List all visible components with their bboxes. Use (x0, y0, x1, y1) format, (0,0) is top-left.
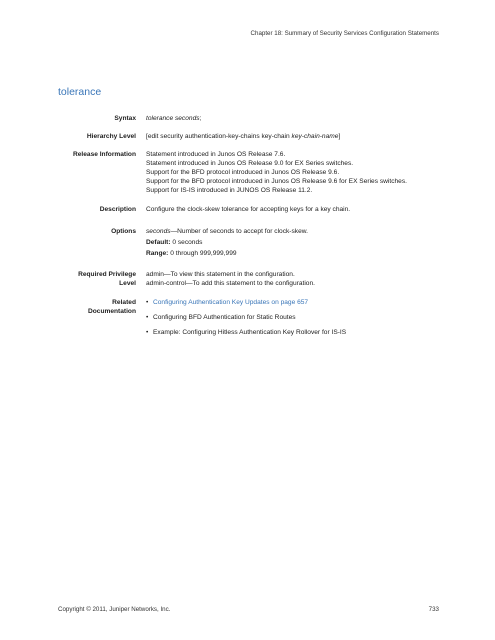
hierarchy-arg: key-chain-name (291, 133, 339, 140)
privilege-label-1: Required Privilege (78, 271, 136, 278)
privilege-label-2: Level (119, 280, 136, 287)
options-arg-line (146, 227, 308, 236)
syntax-value (146, 114, 201, 123)
options-default (146, 238, 202, 247)
options-range (146, 249, 237, 258)
release-line-4: Support for IS-IS introduced in JUNOS OS Release 11.2. (146, 187, 313, 194)
privilege-line-0: admin—To view this statement in the configuration. (146, 271, 295, 278)
range-value: 0 through 999,999,999 (168, 250, 237, 257)
page-title: tolerance (58, 86, 102, 98)
release-line-2: Support for the BFD protocol introduced in Junos OS Release 9.6. (146, 169, 340, 176)
range-label: Range: (146, 250, 169, 257)
options-arg: seconds (146, 228, 171, 235)
bullet-icon: • (146, 314, 149, 321)
release-line-0: Statement introduced in Junos OS Release 7.6. (146, 151, 286, 158)
related-item-1 (146, 313, 296, 322)
related-label-1: Related (112, 299, 136, 306)
release-line-1: Statement introduced in Junos OS Release 9.0 for EX Series switches. (146, 160, 354, 167)
related-text-1: Configuring BFD Authentication for Static Routes (153, 314, 296, 321)
related-item-0[interactable] (146, 298, 308, 307)
bullet-icon: • (146, 299, 149, 306)
hierarchy-label: Hierarchy Level (86, 133, 136, 140)
release-label: Release Information (72, 151, 136, 158)
description-text: Configure the clock-skew tolerance for accepting keys for a key chain. (146, 206, 351, 213)
syntax-label: Syntax (114, 115, 136, 122)
release-line-3: Support for the BFD protocol introduced in Junos OS Release 9.6 for EX Series switches. (146, 178, 407, 185)
hierarchy-pre: [edit security authentication-key-chains key-chain (146, 133, 292, 140)
description-label: Description (99, 206, 136, 213)
running-head: Chapter 18: Summary of Security Services Configuration Statements (250, 30, 439, 37)
syntax-arg: seconds (174, 115, 200, 122)
options-arg-desc: —Number of seconds to accept for clock-skew. (170, 228, 308, 235)
hierarchy-post: ] (338, 133, 341, 140)
bullet-icon: • (146, 329, 149, 336)
privilege-line-1: admin-control—To add this statement to the configuration. (146, 280, 315, 287)
related-label-2: Documentation (88, 308, 136, 315)
options-label: Options (111, 228, 136, 235)
default-label: Default: (146, 239, 171, 246)
page-number: 733 (428, 606, 439, 613)
related-item-2 (146, 328, 346, 337)
related-text-2: Example: Configuring Hitless Authentication Key Rollover for IS-IS (153, 329, 347, 336)
syntax-keyword: tolerance (146, 115, 175, 122)
footer-copyright: Copyright © 2011, Juniper Networks, Inc. (58, 606, 171, 613)
syntax-end: ; (199, 115, 202, 122)
related-link-0[interactable]: Configuring Authentication Key Updates on page 657 (153, 299, 309, 306)
default-value: 0 seconds (170, 239, 203, 246)
hierarchy-value (146, 132, 340, 141)
